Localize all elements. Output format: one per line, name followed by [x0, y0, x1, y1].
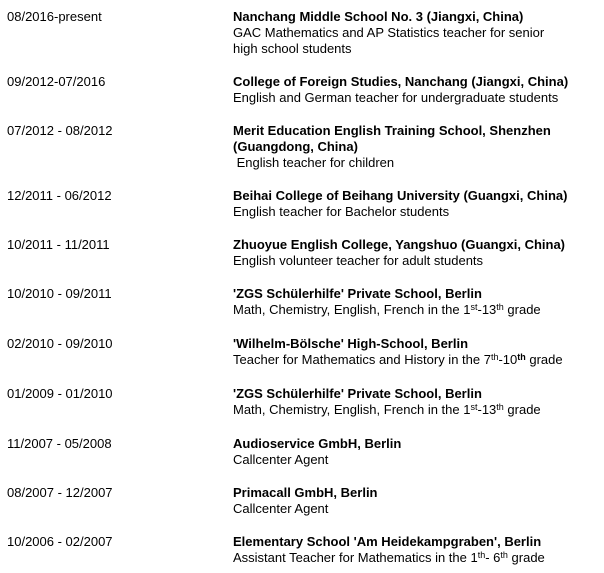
entry-title-line: Primacall GmbH, Berlin — [233, 485, 378, 500]
experience-entry — [7, 188, 604, 220]
description-text: Assistant Teacher for Mathematics in the 1 — [233, 550, 478, 565]
entry-content — [233, 188, 604, 220]
description-text: Callcenter Agent — [233, 452, 329, 467]
description-text: -13 — [477, 302, 497, 317]
entry-description-line — [233, 253, 604, 269]
experience-entry — [7, 485, 604, 517]
experience-entry — [7, 534, 604, 567]
ordinal-superscript: th — [496, 402, 504, 412]
entry-content — [233, 286, 604, 319]
entry-title-line: 'Wilhelm-Bölsche' High-School, Berlin — [233, 336, 469, 351]
entry-title-line: Zhuoyue English College, Yangshuo (Guangxi, China) — [233, 237, 566, 252]
experience-entry — [7, 74, 604, 106]
entry-date: 10/2006 - 02/2007 — [7, 534, 113, 549]
description-text: English teacher for Bachelor students — [233, 204, 450, 219]
experience-entry — [7, 386, 604, 419]
description-text: grade — [503, 402, 541, 417]
ordinal-superscript: th — [500, 550, 508, 560]
entry-title-line: 'ZGS Schülerhilfe' Private School, Berlin — [233, 286, 482, 301]
entry-description-line — [233, 302, 604, 319]
ordinal-superscript: th — [496, 302, 504, 312]
entry-description-line — [233, 204, 604, 220]
entry-date: 01/2009 - 01/2010 — [7, 386, 113, 401]
ordinal-superscript: th — [517, 352, 526, 362]
entry-date: 07/2012 - 08/2012 — [7, 123, 113, 138]
entry-title-line: Merit Education English Training School, Shenzhen — [233, 123, 551, 138]
description-text: Math, Chemistry, English, French in the 1 — [233, 402, 471, 417]
description-text: -10 — [498, 352, 518, 367]
experience-entry — [7, 9, 604, 57]
entry-description-line — [233, 402, 604, 419]
experience-entry — [7, 436, 604, 468]
entry-description-line — [233, 25, 604, 41]
experience-entry — [7, 123, 604, 171]
experience-entry — [7, 336, 604, 369]
entry-title-line: 'ZGS Schülerhilfe' Private School, Berlin — [233, 386, 482, 401]
experience-entry-list — [7, 9, 604, 567]
entry-date: 12/2011 - 06/2012 — [7, 188, 112, 203]
entry-title-line: (Guangdong, China) — [233, 139, 358, 154]
entry-date: 10/2010 - 09/2011 — [7, 286, 112, 301]
ordinal-superscript: st — [470, 302, 478, 312]
entry-content — [233, 386, 604, 419]
entry-description-line — [233, 41, 604, 57]
entry-title-line: College of Foreign Studies, Nanchang (Jiangxi, China) — [233, 74, 569, 89]
entry-title-line: Audioservice GmbH, Berlin — [233, 436, 402, 451]
description-text: English volunteer teacher for adult students — [233, 253, 484, 268]
description-text: English and German teacher for undergraduate students — [233, 90, 559, 105]
description-text: GAC Mathematics and AP Statistics teacher for senior — [233, 25, 545, 40]
description-text: English teacher for children — [233, 155, 395, 170]
entry-date: 08/2007 - 12/2007 — [7, 485, 113, 500]
description-text: grade — [507, 550, 545, 565]
description-text: Callcenter Agent — [233, 501, 329, 516]
entry-date: 09/2012-07/2016 — [7, 74, 106, 89]
description-text: grade — [503, 302, 541, 317]
ordinal-superscript: th — [490, 352, 499, 362]
entry-description-line — [233, 352, 604, 369]
entry-date: 10/2011 - 11/2011 — [7, 237, 110, 252]
description-text: Math, Chemistry, English, French in the 1 — [233, 302, 471, 317]
entry-content — [233, 74, 604, 106]
ordinal-superscript: th — [477, 550, 486, 560]
entry-content — [233, 237, 604, 269]
entry-content — [233, 436, 604, 468]
entry-date: 11/2007 - 05/2008 — [7, 436, 112, 451]
entry-title-line: Elementary School 'Am Heidekampgraben', Berlin — [233, 534, 542, 549]
experience-entry — [7, 237, 604, 269]
entry-content — [233, 123, 604, 171]
entry-description-line — [233, 90, 604, 106]
entry-content — [233, 336, 604, 369]
entry-title-line: Nanchang Middle School No. 3 (Jiangxi, China) — [233, 9, 524, 24]
experience-entry — [7, 286, 604, 319]
entry-content — [233, 9, 604, 57]
entry-date: 08/2016-present — [7, 9, 102, 24]
entry-content — [233, 485, 604, 517]
entry-content — [233, 534, 604, 567]
description-text: high school students — [233, 41, 352, 56]
entry-description-line — [233, 550, 604, 567]
description-text: Teacher for Mathematics and History in the 7 — [233, 352, 491, 367]
description-text: - 6 — [485, 550, 501, 565]
ordinal-superscript: st — [470, 402, 478, 412]
entry-date: 02/2010 - 09/2010 — [7, 336, 113, 351]
description-text: grade — [525, 352, 563, 367]
entry-title-line: Beihai College of Beihang University (Guangxi, China) — [233, 188, 568, 203]
description-text: -13 — [477, 402, 497, 417]
entry-description-line — [233, 452, 604, 468]
entry-description-line — [233, 155, 604, 171]
entry-description-line — [233, 501, 604, 517]
